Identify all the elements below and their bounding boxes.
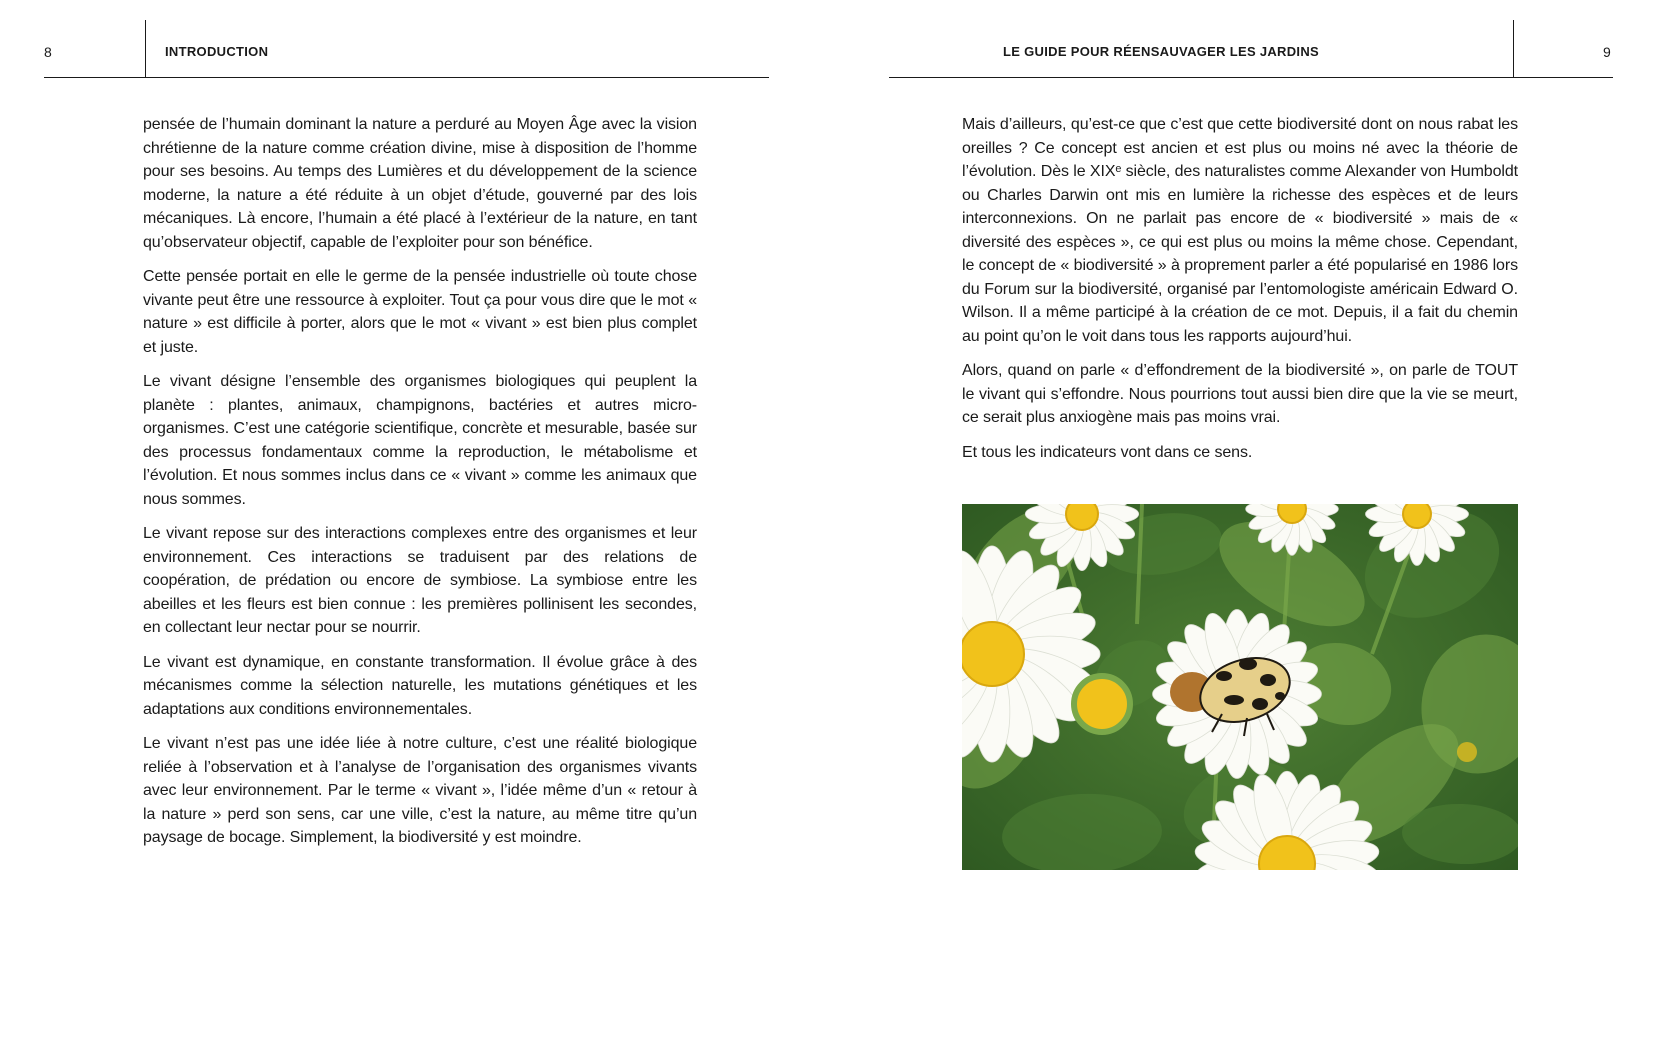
running-head-left: INTRODUCTION: [165, 44, 269, 59]
paragraph: Cette pensée portait en elle le germe de la pensée industrielle où toute chose vivante peut être une ressource à exploiter. Tout ça pour vous dire que le mot « nature » est difficile à porter, alors que le mot « vivant » est bien plus complet et juste.: [143, 268, 697, 356]
header-divider-left: [145, 20, 146, 78]
page-number-left: 8: [44, 44, 52, 60]
header-divider-right: [1513, 20, 1514, 78]
paragraph: Et tous les indicateurs vont dans ce sens.: [962, 443, 1253, 461]
header-rule-left: [44, 77, 769, 78]
beetle-spot: [1216, 671, 1232, 681]
photo-illustration: [962, 504, 1518, 870]
beetle-spot: [1275, 692, 1285, 700]
flower-disc: [962, 622, 1024, 686]
paragraph: Alors, quand on parle « d’effondrement de la biodiversité », on parle de TOUT le vivant qui s’effondre. Nous pourrions tout aussi bien dire que la vie se meurt, ce serait plus anxiogène mais pas moins vrai.: [962, 362, 1518, 426]
right-page: [827, 0, 1654, 1063]
paragraph: pensée de l’humain dominant la nature a perduré au Moyen Âge avec la vision chrétienne de la nature comme création divine, mise à disposition de l’homme pour ses besoins. Au temps des Lumières et du développement de la science moderne, la nature a été réduite à un objet d’étude, gouverné par des lois mécaniques. Là encore, l’humain a été placé à l’extérieur de la nature, en tant qu’observateur objectif, capable de l’exploiter pour son bénéfice.: [143, 116, 697, 251]
beetle-spot: [1224, 695, 1244, 705]
daisy-bud: [1457, 742, 1477, 762]
beetle-spot: [1239, 658, 1257, 670]
beetle-spot: [1260, 674, 1276, 686]
paragraph: Le vivant est dynamique, en constante transformation. Il évolue grâce à des mécanismes comme la sélection naturelle, les mutations génétiques et les adaptations aux conditions environnementales.: [143, 653, 697, 718]
daisy-bud: [1074, 676, 1130, 732]
body-text-left: [143, 113, 697, 861]
running-head-right-text: LE GUIDE POUR RÉENSAUVAGER LES JARDINS: [1003, 44, 1319, 59]
paragraph: Le vivant n’est pas une idée liée à notre culture, c’est une réalité biologique reliée à l’observation et à l’analyse de l’organisation des organismes vivants avec leur environnement. Par le terme « vivant », l’idée même d’un « retour à la nature » perd son sens, car une ville, c’est la nature, au même titre qu’un paysage de bocage. Simplement, la biodiversité y est moindre.: [143, 735, 697, 846]
header-rule-right: [889, 77, 1613, 78]
running-head-right: [1003, 44, 1319, 59]
page-number-right: 9: [1603, 44, 1611, 60]
flower-disc: [1278, 504, 1306, 523]
paragraph: Mais d’ailleurs, qu’est-ce que c’est que cette biodiversité dont on nous rabat les oreilles ? Ce concept est ancien et est plus ou moins né avec la théorie de l’évolution. Dès le XIXᵉ siècle, des naturalistes comme Alexander von Humboldt ou Charles Darwin ont mis en lumière la richesse des espèces et de leurs interconnexions. On ne parlait pas encore de « biodiversité » mais de « diversité des espèces », ce qui est plus ou moins la même chose. Cependant, le concept de « biodiversité » à proprement parler a été popularisé en 1986 lors du Forum sur la biodiversité, organisé par l’entomologiste américain Edward O. Wilson. Il a même participé à la création de ce mot. Depuis, il a fait du chemin au point qu’on le voit dans tous les rapports aujourd’hui.: [962, 116, 1518, 345]
beetle-spot: [1252, 698, 1268, 710]
paragraph: Le vivant repose sur des interactions complexes entre des organismes et leur environnement. Ces interactions se traduisent par des relations de coopération, de prédation ou encore de symbiose. La symbiose entre les abeilles et les fleurs est bien connue : les premières pollinisent les secondes, en collectant leur nectar pour se nourrir.: [143, 525, 697, 636]
paragraph: Le vivant désigne l’ensemble des organismes biologiques qui peuplent la planète : plantes, animaux, champignons, bactéries et autres micro-organismes. C’est une catégorie scientifique, concrète et mesurable, basée sur des processus fondamentaux comme la reproduction, le métabolisme et l’évolution. Et nous sommes inclus dans ce « vivant » comme les animaux que nous sommes.: [143, 373, 697, 508]
flower-disc: [1403, 504, 1431, 528]
body-text-right: [962, 113, 1518, 475]
flower-disc: [1066, 504, 1098, 530]
daisy-beetle-photo: [962, 504, 1518, 870]
